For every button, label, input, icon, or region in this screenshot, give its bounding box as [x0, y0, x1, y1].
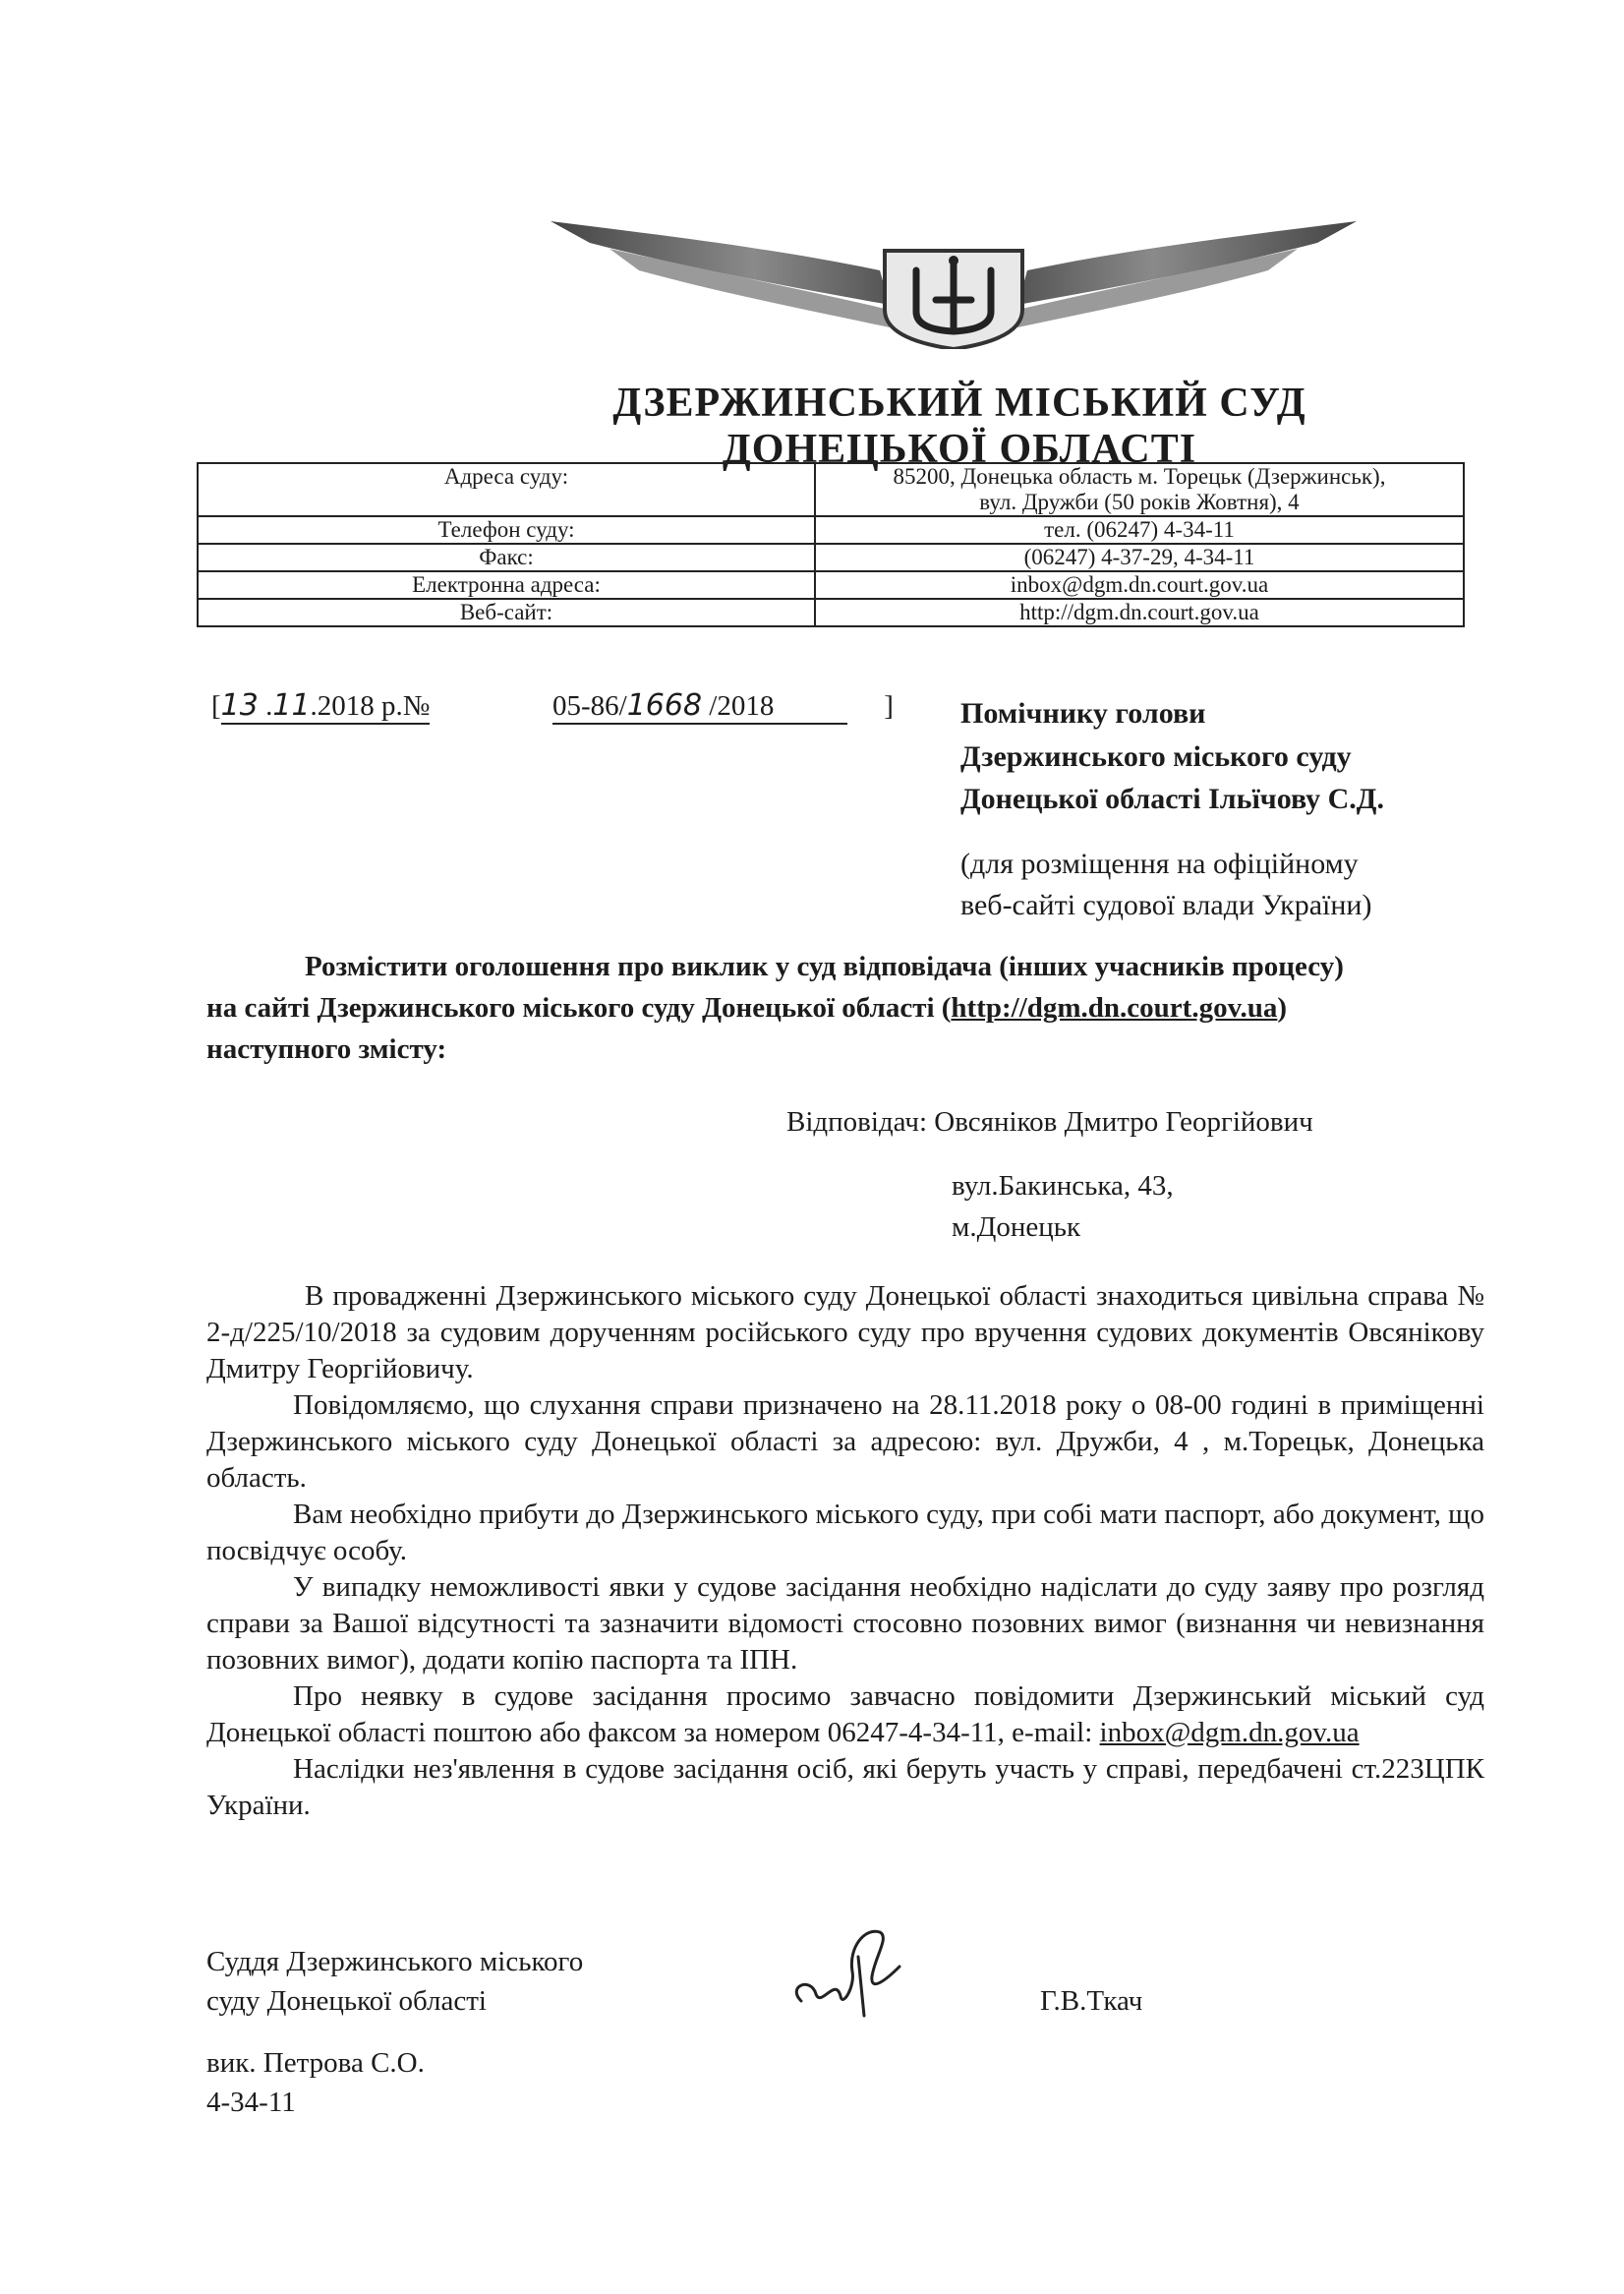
- instruction-line2-close: ): [1277, 992, 1288, 1024]
- registration-number-hand: 1668: [626, 688, 703, 723]
- website-row: [198, 599, 1464, 626]
- judge-title-line2: суду Донецької області: [206, 1985, 487, 2017]
- judge-title-line1: Суддя Дзержинського міського: [206, 1946, 584, 1977]
- email-row: [198, 571, 1464, 599]
- paragraph-notify: [206, 1678, 1484, 1751]
- respondent-name: Відповідач: Овсяніков Дмитро Георгійович: [786, 1106, 1313, 1138]
- instruction-line1: Розмістити оголошення про виклик у суд відповідача (інших учасників процесу): [305, 951, 1344, 982]
- registration-number: [552, 688, 847, 725]
- fax-value: (06247) 4-37-29, 4-34-11: [815, 544, 1464, 571]
- registration-line: [211, 688, 894, 725]
- paragraph-consequences: Наслідки нез'явлення в судове засідання осіб, які беруть участь у справі, передбачені ст.223ЦПК України.: [206, 1753, 1484, 1821]
- address-value-line1: 85200, Донецька область м. Торецьк (Дзержинськ),: [893, 464, 1386, 489]
- phone-row: [198, 516, 1464, 544]
- website-label: Веб-сайт:: [198, 599, 815, 626]
- phone-label: Телефон суду:: [198, 516, 815, 544]
- paragraph-notify-text: Про неявку в судове засідання просимо завчасно повідомити Дзержинський міський суд Донецької області поштою або факсом за номером 06247-4-34-11, e-mail:: [206, 1680, 1484, 1748]
- fax-row: [198, 544, 1464, 571]
- email-label: Електронна адреса:: [198, 571, 815, 599]
- publication-instruction: [206, 946, 1484, 1070]
- addressee-line2: Дзержинського міського суду: [960, 740, 1352, 773]
- respondent-city: м.Донецьк: [952, 1211, 1081, 1243]
- paragraph-case: В провадженні Дзержинського міського суду Донецької області знаходиться цивільна справа № 2-д/225/10/2018 за судовим дорученням російського суду про вручення судових документів Овсянікову Дмитру Георгійовичу.: [206, 1280, 1484, 1384]
- instruction-line2-text: на сайті Дзержинського міського суду Донецької області (: [206, 992, 952, 1024]
- executor-name: вик. Петрова С.О.: [206, 2047, 425, 2079]
- addressee-line3: Донецької області Ільїчову С.Д.: [960, 783, 1384, 815]
- registration-day: 13: [220, 688, 259, 723]
- address-row: [198, 463, 1464, 516]
- address-value-line2: вул. Дружби (50 років Жовтня), 4: [979, 490, 1300, 514]
- court-email-link[interactable]: inbox@dgm.dn.gov.ua: [1099, 1717, 1360, 1748]
- fax-label: Факс:: [198, 544, 815, 571]
- paragraph-attendance: Вам необхідно прибути до Дзержинського міського суду, при собі мати паспорт, або документ, що посвідчує особу.: [206, 1499, 1484, 1566]
- judge-signature: [782, 1917, 909, 2026]
- judge-name: Г.В.Ткач: [1040, 1985, 1143, 2017]
- registration-close-bracket: ]: [884, 690, 894, 722]
- court-title-line2: ДОНЕЦЬКОЇ ОБЛАСТІ: [722, 427, 1197, 472]
- instruction-line2: [206, 987, 1484, 1029]
- phone-value: тел. (06247) 4-34-11: [815, 516, 1464, 544]
- addressee-note-line2: веб-сайті судової влади України): [960, 889, 1372, 921]
- court-contacts-table: [197, 462, 1465, 627]
- registration-open-bracket: [: [211, 690, 221, 722]
- respondent-street: вул.Бакинська, 43,: [952, 1170, 1174, 1202]
- paragraph-absence: У випадку неможливості явки у судове засідання необхідно надіслати до суду заяву про розгляд справи за Вашої відсутності та зазначити відомості стосовно позовних вимог (визнання чи невизнання позовних вимог), додати копію паспорта та ІПН.: [206, 1571, 1484, 1676]
- registration-year: .2018 р.№: [310, 690, 431, 722]
- registration-month: 11: [272, 688, 311, 723]
- coat-of-arms-emblem: [551, 202, 1357, 349]
- registration-date: 13 .11.2018 р.№: [220, 688, 431, 723]
- email-value: inbox@dgm.dn.court.gov.ua: [815, 571, 1464, 599]
- addressee-line1: Помічнику голови: [960, 697, 1206, 730]
- paragraph-hearing: Повідомляємо, що слухання справи призначено на 28.11.2018 року о 08-00 годині в приміщенні Дзержинського міського суду Донецької області за адресою: вул. Дружби, 4 , м.Торецьк, Донецька область.: [206, 1389, 1484, 1494]
- website-value: http://dgm.dn.court.gov.ua: [815, 599, 1464, 626]
- addressee-note-line1: (для розміщення на офіційному: [960, 848, 1359, 880]
- address-label: Адреса суду:: [198, 463, 815, 516]
- instruction-line3: наступного змісту:: [206, 1033, 447, 1065]
- address-value: [815, 463, 1464, 516]
- registration-number-prefix: 05-86/: [551, 690, 627, 722]
- notice-body: [206, 1278, 1484, 1824]
- registration-number-suffix: /2018: [709, 690, 775, 722]
- court-title-line1: ДЗЕРЖИНСЬКИЙ МІСЬКИЙ СУД: [612, 381, 1306, 426]
- court-website-link[interactable]: http://dgm.dn.court.gov.ua: [951, 992, 1278, 1024]
- executor-phone: 4-34-11: [206, 2087, 296, 2118]
